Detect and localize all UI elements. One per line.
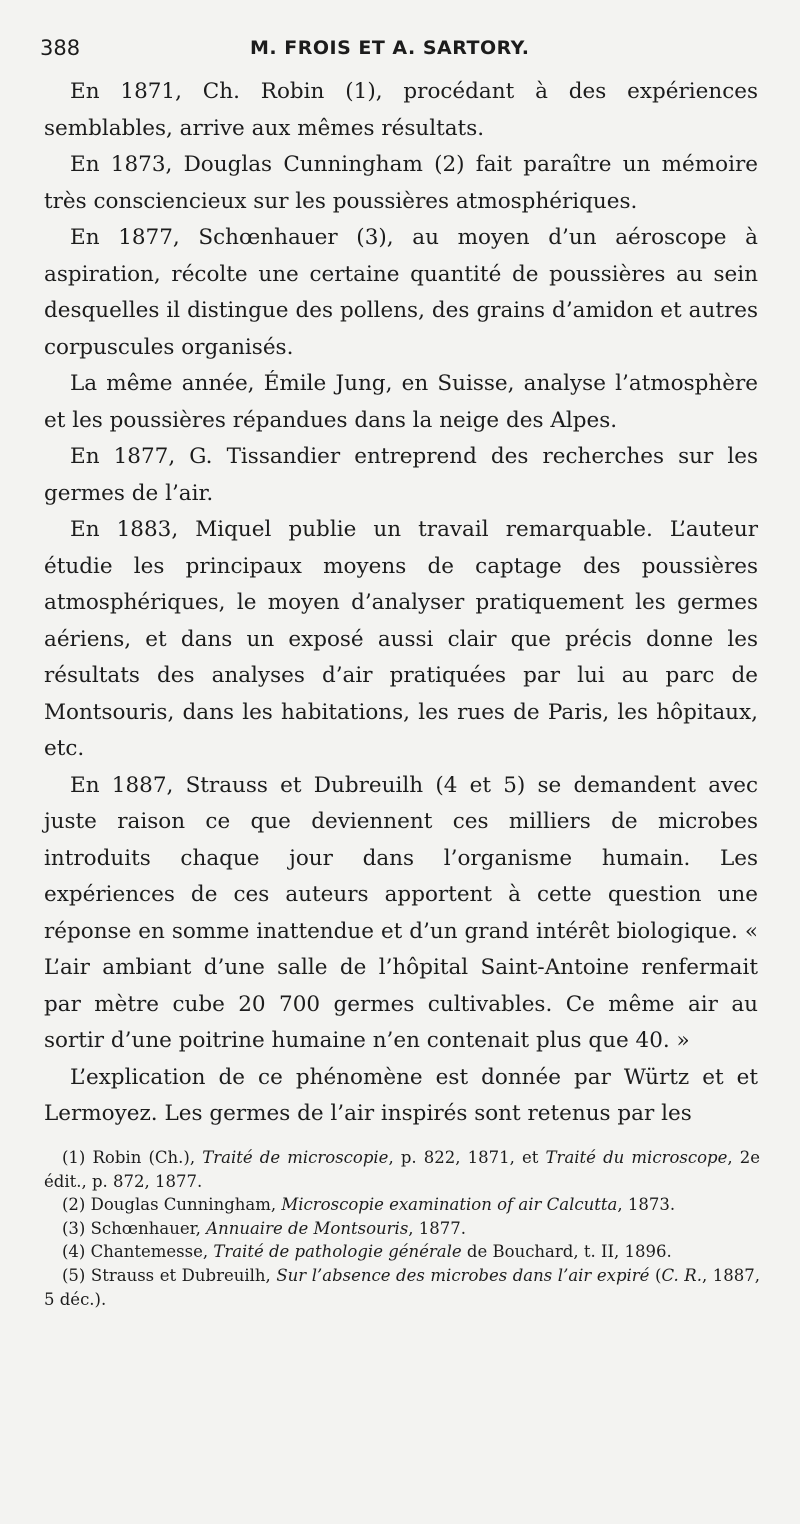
footnotes [44,1146,760,1311]
paragraph-tissandier: En 1877, G. Tissandier entreprend des recherches sur les germes de l’air. [44,444,758,506]
paragraph-cunningham: En 1873, Douglas Cunningham (2) fait paraître un mémoire très consciencieux sur les poussières atmosphériques. [44,152,758,214]
paragraph-explication: L’explication de ce phénomène est donnée par Würtz et et Lermoyez. Les germes de l’air inspirés sont retenus par les [44,1064,758,1126]
paragraph-strauss: En 1887, Strauss et Dubreuilh (4 et 5) se demandent avec juste raison ce que deviennent ces milliers de microbes introduits chaque jour dans l’organisme humain. Les expériences de ces auteurs apportent à cette question une réponse en somme inattendue et d’un grand intérêt biologique. « L’air ambiant d’une salle de l’hôpital Saint-Antoine renfermait par mètre cube 20 700 germes cultivables. Ce même air au sortir d’une poitrine humaine n’en contenait plus que 40. » [44,772,758,1053]
paragraph-robin: En 1871, Ch. Robin (1), procédant à des expériences semblables, arrive aux mêmes résultats. [44,79,758,141]
footnote-5: (5) Strauss et Dubreuilh, Sur l’absence des microbes dans l’air expiré (C. R., 1887, 5 déc.). [44,1265,760,1309]
footnote-4: (4) Chantemesse, Traité de pathologie générale de Bouchard, t. II, 1896. [62,1242,672,1262]
running-head: M. FROIS ET A. SARTORY. [250,37,530,59]
page-number: 388 [40,36,81,60]
paragraph-schoenhauer: En 1877, Schœnhauer (3), au moyen d’un aéroscope à aspiration, récolte une certaine quantité de poussières au sein desquelles il distingue des pollens, des grains d’amidon et autres corpuscules organisés. [44,225,758,360]
paragraph-jung: La même année, Émile Jung, en Suisse, analyse l’atmosphère et les poussières répandues dans la neige des Alpes. [44,371,758,433]
page-header [40,30,760,70]
body-text [44,74,758,1133]
paragraph-miquel: En 1883, Miquel publie un travail remarquable. L’auteur étudie les principaux moyens de captage des poussières atmosphériques, le moyen d’analyser pratiquement les germes aériens, et dans un exposé aussi clair que précis donne les résultats des analyses d’air pratiquées par lui au parc de Montsouris, dans les habitations, les rues de Paris, les hôpitaux, etc. [44,517,758,761]
footnote-1: (1) Robin (Ch.), Traité de microscopie, p. 822, 1871, et Traité du microscope, 2e édit., p. 872, 1877. [44,1148,760,1191]
footnote-2: (2) Douglas Cunningham, Microscopie examination of air Calcutta, 1873. [62,1195,676,1215]
footnote-3: (3) Schœnhauer, Annuaire de Montsouris, 1877. [62,1218,467,1238]
